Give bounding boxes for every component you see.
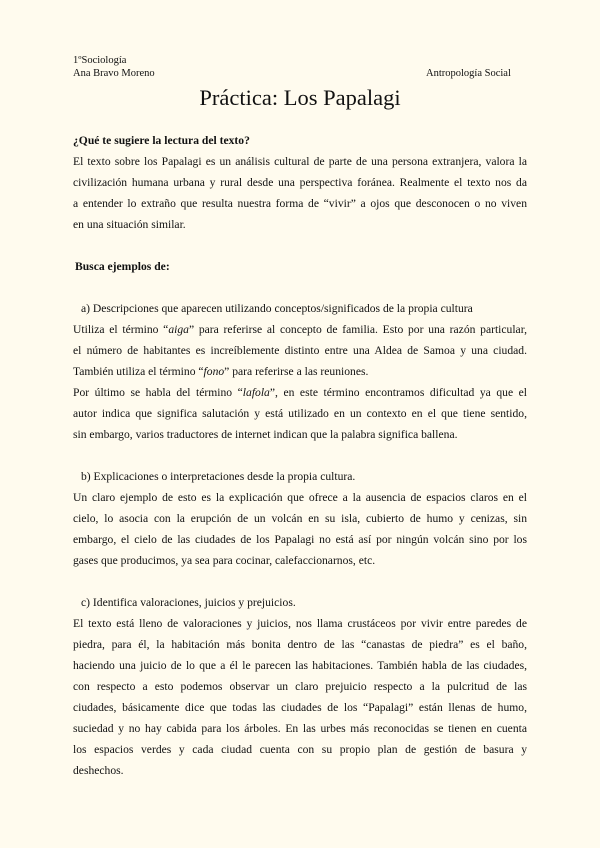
subject-label: Antropología Social: [426, 68, 511, 79]
text-run: Por último se habla del término “: [73, 386, 243, 399]
spacer: [73, 445, 527, 466]
spacer: [73, 571, 527, 592]
text-run: ” para referirse a las reuniones.: [224, 365, 369, 378]
term-lafola: lafola: [242, 386, 270, 399]
section-a-line: sin embargo, varios traductores de internet indican que la palabra significa ballena.: [73, 428, 458, 441]
intro-line: en una situación similar.: [73, 218, 186, 231]
section-b-line: embargo, el cielo de las ciudades de los Papalagi no está así por ningún volcán sino por los: [73, 533, 527, 546]
section-a-line: [73, 382, 527, 403]
intro-question: ¿Qué te sugiere la lectura del texto?: [73, 134, 250, 147]
section-c-line: suciedad y no hay cabida para los árboles. En las urbes más reconocidas se tienen en cuenta: [73, 722, 527, 735]
section-a-line: el número de habitantes es increíblemente distinto entre una Aldea de Samoa y una ciudad.: [73, 344, 527, 357]
intro-line: civilización humana urbana y rural desde una perspectiva foránea. Realmente el texto nos da: [73, 176, 527, 189]
document-body: [73, 130, 527, 781]
section-c-line: con respecto a esto podemos observar un claro prejuicio respecto a la pulcritud de las: [73, 680, 527, 693]
section-a-label: a) Descripciones que aparecen utilizando conceptos/significados de la propia cultura: [81, 302, 473, 315]
text-run: También utiliza el término “: [73, 365, 204, 378]
intro-line: El texto sobre los Papalagi es un análisis cultural de parte de una persona extranjera, valora la: [73, 155, 527, 168]
text-run: Utiliza el término “: [73, 323, 169, 336]
section-a-line: autor indica que significa salutación y está utilizado en un contexto en el que tiene sentido,: [73, 407, 527, 420]
examples-heading: Busca ejemplos de:: [75, 260, 170, 273]
section-c-line: haciendo una juicio de lo que a él le parecen las habitaciones. También habla de las ciudades,: [73, 659, 527, 672]
section-c-label: c) Identifica valoraciones, juicios y prejuicios.: [81, 596, 296, 609]
section-c-line: deshechos.: [73, 764, 124, 777]
intro-line: a entender lo extraño que resulta nuestra forma de “vivir” a ojos que desconocen o no viven: [73, 197, 527, 210]
section-a-line: [73, 361, 527, 382]
section-c-line: piedra, para él, la habitación más bonita dentro de las “canastas de piedra” es el baño,: [73, 638, 527, 651]
section-c-line: los espacios verdes y cada ciudad cuenta con su propio plan de gestión de basura y: [73, 743, 527, 756]
section-b-line: cielo, lo asocia con la erupción de un volcán en su isla, cubierto de humo y cenizas, sin: [73, 512, 527, 525]
section-c-line: ciudades, básicamente dice que todas las ciudades de los “Papalagi” están llenas de humo,: [73, 701, 527, 714]
author-name: Ana Bravo Moreno: [73, 68, 155, 79]
text-run: ”, en este término encontramos dificultad ya que el: [269, 386, 527, 399]
section-b-line: gases que producimos, ya sea para cocinar, calefaccionarnos, etc.: [73, 554, 376, 567]
section-a-line: [73, 319, 527, 340]
spacer: [73, 277, 527, 298]
section-c-line: El texto está lleno de valoraciones y juicios, nos llama crustáceos por vivir entre paredes de: [73, 617, 527, 630]
spacer: [73, 235, 527, 256]
course-label: 1ºSociología: [73, 55, 127, 66]
term-aiga: aiga: [168, 323, 189, 336]
section-b-label: b) Explicaciones o interpretaciones desde la propia cultura.: [81, 470, 356, 483]
text-run: ” para referirse al concepto de familia. Esto por una razón particular,: [188, 323, 527, 336]
page-title: Práctica: Los Papalagi: [199, 85, 401, 110]
section-b-line: Un claro ejemplo de esto es la explicación que ofrece a la ausencia de espacios claros en el: [73, 491, 527, 504]
term-fono: fono: [203, 365, 225, 378]
